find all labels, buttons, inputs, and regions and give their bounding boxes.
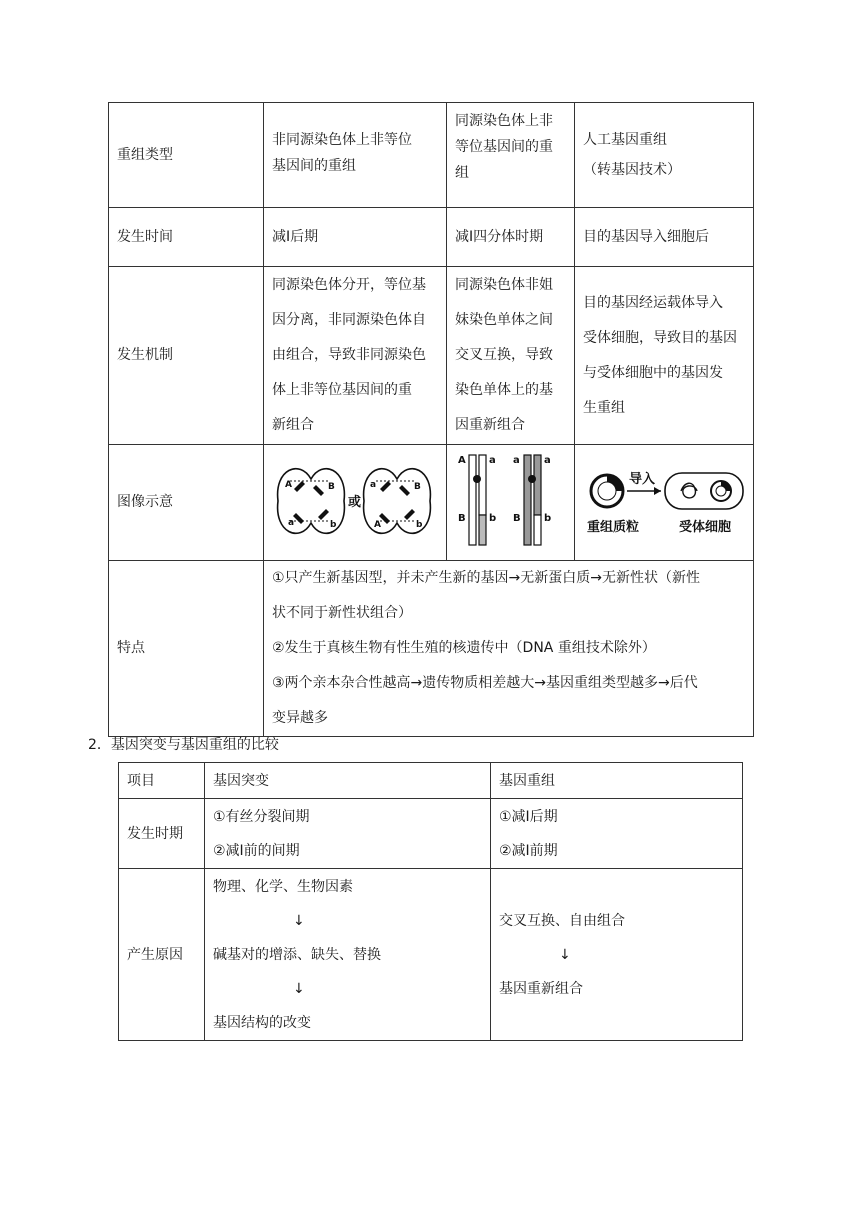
free-combination-figure (264, 445, 447, 561)
allele-label: a (489, 454, 496, 466)
allele-label: B (458, 512, 466, 524)
allele-label: a (370, 479, 377, 490)
allele-label: B (328, 481, 335, 492)
allele-label: a (288, 517, 295, 528)
table-cell: 减Ⅰ后期 (264, 208, 447, 267)
table-header-row (119, 763, 743, 799)
table-cell: 同源染色体上非 等位基因间的重 组 (447, 103, 575, 208)
allele-label: b (416, 519, 423, 530)
row-label: 发生时期 (119, 799, 205, 869)
table-row (109, 445, 754, 561)
recipient-cell-label: 受体细胞 (679, 519, 732, 535)
column-header: 基因重组 (491, 763, 743, 799)
crossing-over-figure (447, 445, 575, 561)
plasmid-illustration (581, 451, 746, 551)
row-label: 产生原因 (119, 869, 205, 1041)
table-cell: 人工基因重组 （转基因技术） (575, 103, 754, 208)
row-label: 图像示意 (109, 445, 264, 561)
allele-label: B (414, 481, 421, 492)
allele-label: A (374, 519, 381, 530)
row-label: 特点 (109, 561, 264, 737)
row-label: 发生机制 (109, 267, 264, 445)
recombination-types-table (108, 102, 754, 737)
plasmid-transfer-figure (575, 445, 754, 561)
allele-label: a (544, 454, 551, 466)
or-label: 或 (348, 494, 362, 510)
table-row (109, 208, 754, 267)
chromatid-illustration (453, 451, 563, 551)
table-cell: 同源染色体分开，等位基 因分离，非同源染色体自 由组合，导致非同源染色 体上非等位基因间的重 新组合 (264, 267, 447, 445)
allele-label: A (285, 479, 292, 490)
table-cell: 目的基因经运载体导入 受体细胞，导致目的基因 与受体细胞中的基因发 生重组 (575, 267, 754, 445)
table-row (119, 799, 743, 869)
down-arrow-icon: ↓ (293, 980, 305, 997)
mutation-vs-recombination-table (118, 762, 743, 1041)
section-heading: 2．基因突变与基因重组的比较 (88, 737, 279, 753)
column-header: 项目 (119, 763, 205, 799)
table-cell: 减Ⅰ四分体时期 (447, 208, 575, 267)
row-label: 发生时间 (109, 208, 264, 267)
allele-label: b (489, 512, 497, 524)
allele-label: b (544, 512, 552, 524)
row-label: 重组类型 (109, 103, 264, 208)
meiosis-cells-illustration (270, 451, 440, 551)
import-label: 导入 (629, 471, 656, 487)
down-arrow-icon: ↓ (559, 946, 571, 963)
table-row (109, 267, 754, 445)
table-cell: 非同源染色体上非等位 基因间的重组 (264, 103, 447, 208)
allele-label: B (513, 512, 521, 524)
table-row (119, 869, 743, 1041)
allele-label: A (458, 454, 466, 466)
allele-label: a (513, 454, 520, 466)
table-cell: 目的基因导入细胞后 (575, 208, 754, 267)
table-cell: ①只产生新基因型，并未产生新的基因→无新蛋白质→无新性状（新性 状不同于新性状组合） ②发生于真核生物有性生殖的核遗传中（DNA 重组技术除外） ③两个亲本杂合性越高→遗传物质相差越大→基因重组类型越多→后代 变异越多 (264, 561, 754, 737)
table-cell: 同源染色体非姐 妹染色单体之间 交叉互换，导致 染色单体上的基 因重新组合 (447, 267, 575, 445)
table-cell: ①减Ⅰ后期 ②减Ⅰ前期 (491, 799, 743, 869)
table-cell: ①有丝分裂间期 ②减Ⅰ前的间期 (205, 799, 491, 869)
plasmid-label: 重组质粒 (587, 519, 640, 535)
table-row (109, 561, 754, 737)
table-cell: 物理、化学、生物因素 ↓ 碱基对的增添、缺失、替换 ↓ 基因结构的改变 (205, 869, 491, 1041)
table-row (109, 103, 754, 208)
table-cell: 交叉互换、自由组合 ↓ 基因重新组合 (491, 869, 743, 1041)
down-arrow-icon: ↓ (293, 912, 305, 929)
allele-label: b (330, 519, 337, 530)
column-header: 基因突变 (205, 763, 491, 799)
